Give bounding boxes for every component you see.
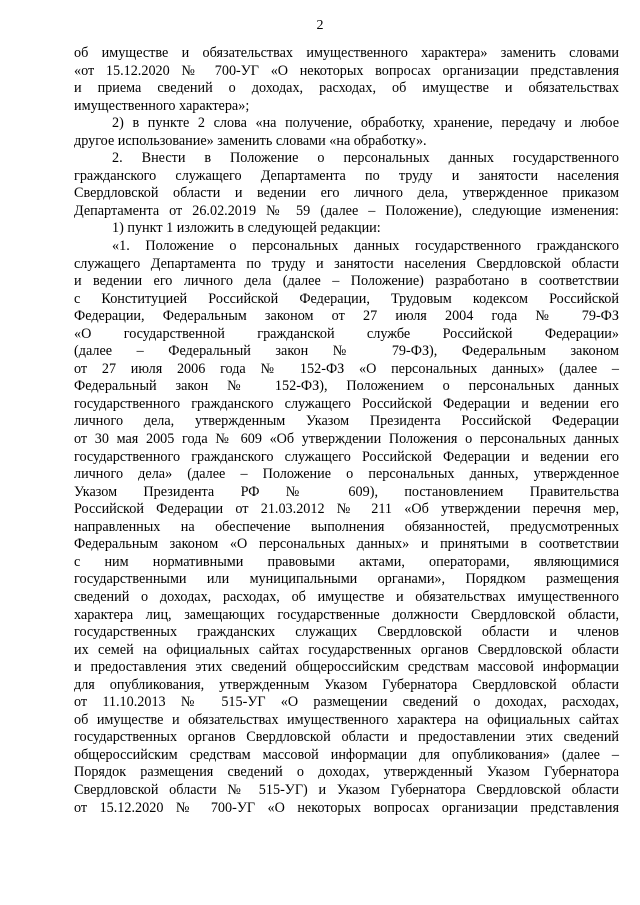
text-line: и ведении его личного дела (далее – Положение) разработано в соответствии (74, 273, 619, 290)
text-line: имущественного характера»; (74, 97, 250, 114)
text-line: (далее – Федеральный закон № 79-ФЗ), Федеральным законом (74, 343, 619, 360)
text-line: от 27 июля 2006 года № 152-ФЗ «О персональных данных» (далее – (74, 360, 619, 377)
text-line: другое использование» заменить словами «на обработку». (74, 132, 427, 149)
text-line: Свердловской области и ведении его личного дела, утвержденное приказом (74, 185, 619, 202)
text-line: личного дела» (далее – Положение о персональных данных, утвержденное (74, 466, 619, 483)
text-line: «1. Положение о персональных данных государственного гражданского (112, 238, 619, 255)
text-line: с ним нормативными правовыми актами, операторами, являющимися (74, 553, 619, 570)
text-line: 2) в пункте 2 слова «на получение, обработку, хранение, передачу и любое (112, 115, 619, 132)
text-line: от 30 мая 2005 года № 609 «Об утверждении Положения о персональных данных (74, 431, 619, 448)
text-line: от 15.12.2020 № 700-УГ «О некоторых вопросах организации представления (74, 799, 619, 816)
text-line: служащего Департамента по труду и занятости населения Свердловской области (74, 255, 619, 272)
text-line: и приема сведений о доходах, расходах, об имуществе и обязательствах (74, 80, 619, 97)
text-line: Федерации, Федеральным законом от 27 июля 2004 года № 79-ФЗ (74, 308, 619, 325)
text-line: «от 15.12.2020 № 700-УГ «О некоторых вопросах организации представления (74, 62, 619, 79)
text-line: государственных гражданских служащих Свердловской области и членов (74, 624, 619, 641)
text-line: Порядок размещения сведений о доходах, утвержденный Указом Губернатора (74, 764, 619, 781)
text-line: сведений о доходах, расходах, об имуществе и обязательствах имущественного (74, 588, 619, 605)
text-line: об имуществе и обязательствах имущественного характера на официальных сайтах (74, 711, 619, 728)
text-line: Свердловской области № 515-УГ) и Указом Губернатора Свердловской области (74, 781, 619, 798)
text-line: 2. Внести в Положение о персональных данных государственного (112, 150, 619, 167)
text-line: Федеральный закон № 152-ФЗ), Положением о персональных данных (74, 378, 619, 395)
text-line: для опубликования, утвержденным Указом Губернатора Свердловской области (74, 676, 619, 693)
text-line: их семей на официальных сайтах государственных органов Свердловской области (74, 641, 619, 658)
text-line: Указом Президента РФ № 609), постановлением Правительства (74, 483, 619, 500)
text-line: государственных органов Свердловской области и предоставлении этих сведений (74, 729, 619, 746)
text-line: Федеральным законом «О персональных данных» и принятыми в соответствии (74, 536, 619, 553)
text-line: об имуществе и обязательствах имущественного характера» заменить словами (74, 45, 619, 61)
text-line: характера лиц, замещающих государственные должности Свердловской области, (74, 606, 619, 623)
text-line: 1) пункт 1 изложить в следующей редакции: (112, 220, 381, 237)
text-line: от 11.10.2013 № 515-УГ «О размещении сведений о доходах, расходах, (74, 694, 619, 711)
page-number: 2 (316, 18, 324, 33)
text-line: с Конституцией Российской Федерации, Трудовым кодексом Российской (74, 290, 619, 307)
text-line: Российской Федерации от 21.03.2012 № 211 «Об утверждении перечня мер, (74, 501, 619, 518)
text-line: и предоставления этих сведений общероссийским средствам массовой информации (74, 659, 619, 676)
text-line: направленных на обеспечение выполнения обязанностей, предусмотренных (74, 518, 619, 535)
text-line: «О государственной гражданской службе Российской Федерации» (74, 325, 619, 342)
text-line: Департамента от 26.02.2019 № 59 (далее – Положение), следующие изменения: (74, 202, 619, 219)
document-body (74, 45, 619, 817)
text-line: гражданского служащего Департамента по труду и занятости населения (74, 167, 619, 184)
text-line: государственного гражданского служащего Российской Федерации и ведении его (74, 395, 619, 412)
text-line: личного дела, утвержденным Указом Президента Российской Федерации (74, 413, 619, 430)
text-line: государственного гражданского служащего Российской Федерации и ведении его (74, 448, 619, 465)
text-line: общероссийским средствам массовой информации для опубликования» (далее – (74, 746, 619, 763)
text-line: государственными или муниципальными органами», Порядком размещения (74, 571, 619, 588)
